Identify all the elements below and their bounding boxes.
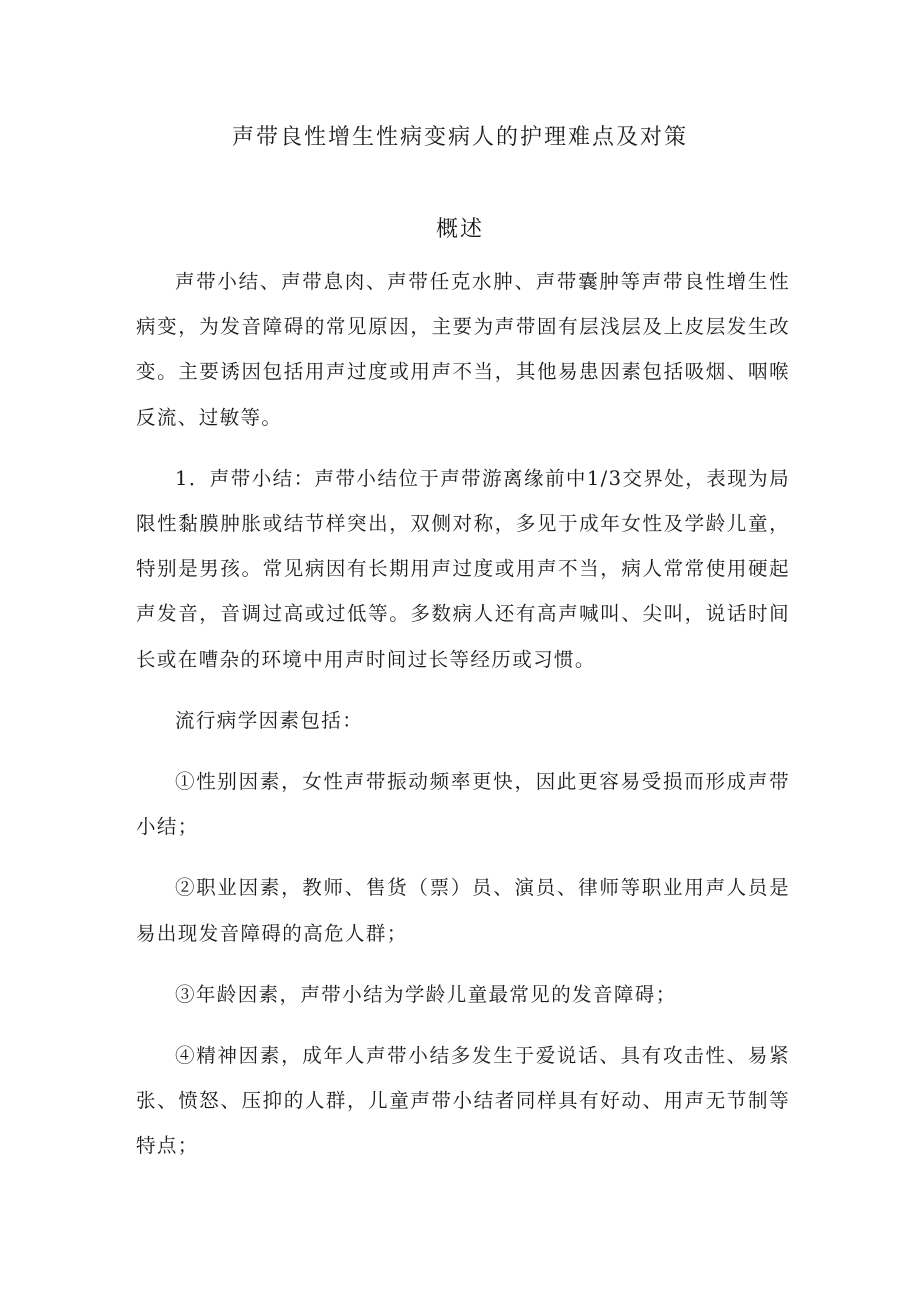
paragraph-factor-age: ③年龄因素，声带小结为学龄儿童最常见的发音障碍； — [175, 982, 677, 1006]
paragraph-intro: 声带小结、声带息肉、声带任克水肿、声带囊肿等声带良性增生性病变，为发音障碍的常见原因，主要为声带固有层浅层及上皮层发生改变。主要诱因包括用声过度或用声不当，其他易患因素包括吸烟、咽喉反流、过敏等。 — [136, 270, 790, 429]
paragraph-factor-gender: ①性别因素，女性声带振动频率更快，因此更容易受损而形成声带小结； — [136, 770, 790, 839]
paragraph-vocal-nodules: 1．声带小结：声带小结位于声带游离缘前中1/3交界处，表现为局限性黏膜肿胀或结节样突出，双侧对称，多见于成年女性及学龄儿童，特别是男孩。常见病因有长期用声过度或用声不当，病人常常使用硬起声发音，音调过高或过低等。多数病人还有高声喊叫、尖叫，说话时间长或在嘈杂的环境中用声时间过长等经历或习惯。 — [136, 466, 790, 671]
document-body — [136, 259, 790, 1185]
document-title: 声带良性增生性病变病人的护理难点及对策 — [231, 125, 688, 150]
section-heading-overview: 概述 — [435, 217, 484, 242]
paragraph-epidemiology-heading: 流行病学因素包括： — [175, 708, 364, 732]
paragraph-factor-occupation: ②职业因素，教师、售货（票）员、演员、律师等职业用声人员是易出现发音障碍的高危人群； — [136, 876, 790, 945]
paragraph-factor-mental: ④精神因素，成年人声带小结多发生于爱说话、具有攻击性、易紧张、愤怒、压抑的人群，儿童声带小结者同样具有好动、用声无节制等特点； — [136, 1044, 790, 1158]
